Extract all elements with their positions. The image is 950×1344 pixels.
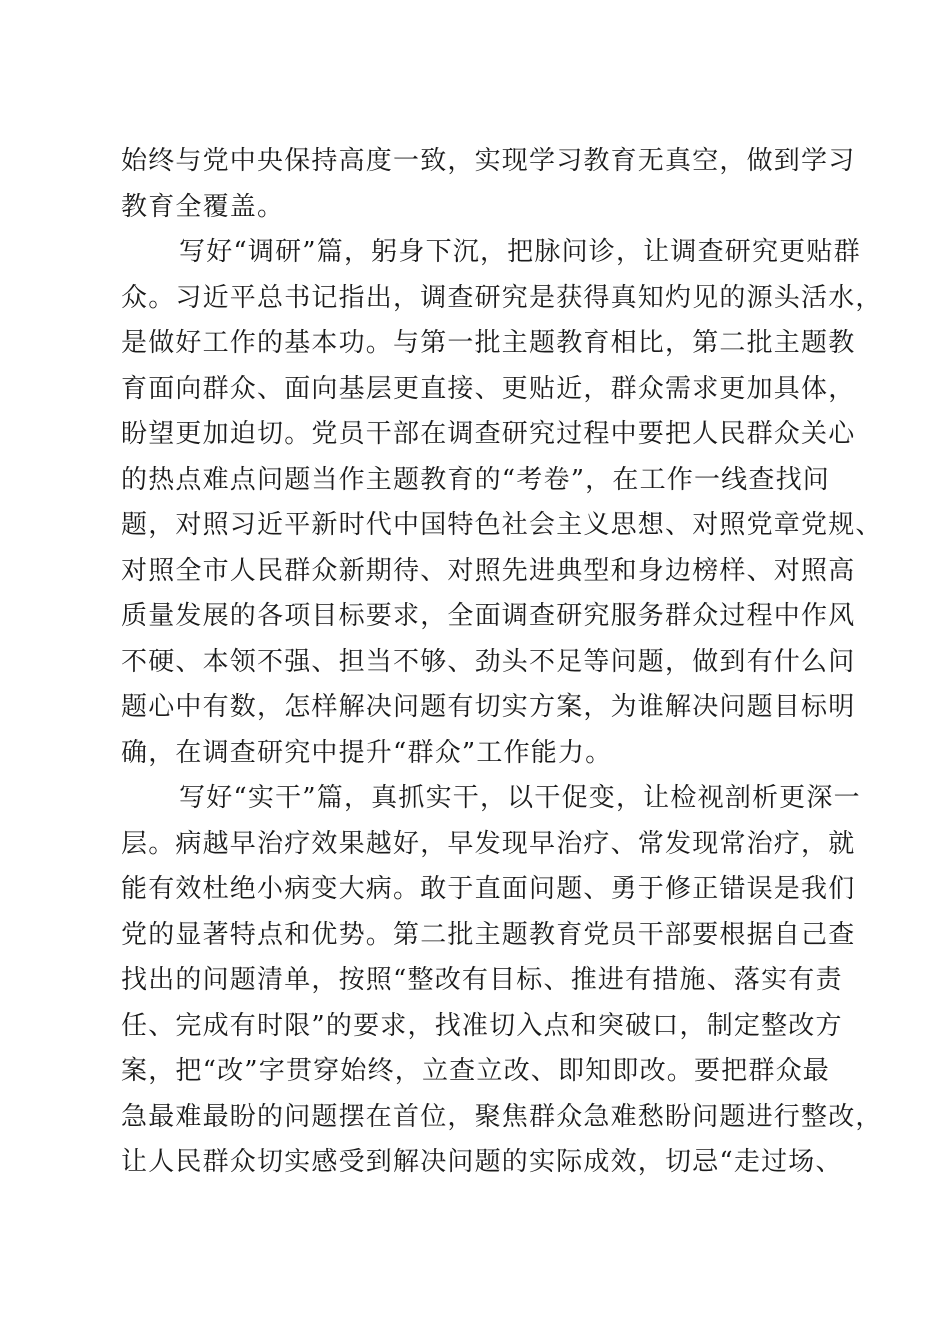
text-line: 案，把“改”字贯穿始终，立查立改、即知即改。要把群众最 xyxy=(121,1056,830,1086)
paragraph-research xyxy=(121,230,883,776)
text-line: 题心中有数，怎样解决问题有切实方案，为谁解决问题目标明 xyxy=(121,692,856,722)
text-line: 任、完成有时限”的要求，找准切入点和突破口，制定整改方 xyxy=(121,1010,843,1041)
text-line: 题，对照习近平新时代中国特色社会主义思想、对照党章党规、 xyxy=(121,510,883,540)
text-line: 急最难最盼的问题摆在首位，聚焦群众急难愁盼问题进行整改， xyxy=(121,1101,883,1132)
text-line: 不硬、本领不强、担当不够、劲头不足等问题，做到有什么问 xyxy=(121,646,856,677)
text-line: 写好“实干”篇，真抓实干，以干促变，让检视剖析更深一 xyxy=(179,783,861,813)
text-line: 写好“调研”篇，躬身下沉，把脉问诊，让调查研究更贴群 xyxy=(179,237,861,267)
text-line: 的热点难点问题当作主题教育的“考卷”，在工作一线查找问 xyxy=(121,464,830,495)
paragraph-practice xyxy=(121,776,883,1186)
text-line: 确，在调查研究中提升“群众”工作能力。 xyxy=(121,737,613,768)
text-line: 层。病越早治疗效果越好，早发现早治疗、常发现常治疗，就 xyxy=(121,828,856,859)
text-line: 始终与党中央保持高度一致，实现学习教育无真空，做到学习 xyxy=(121,146,856,176)
paragraph-continuation xyxy=(121,139,856,230)
text-line: 质量发展的各项目标要求，全面调查研究服务群众过程中作风 xyxy=(121,601,856,631)
text-line: 能有效杜绝小病变大病。敢于直面问题、勇于修正错误是我们 xyxy=(121,874,856,904)
text-line: 让人民群众切实感受到解决问题的实际成效，切忌“走过场、 xyxy=(121,1147,843,1177)
text-line: 对照全市人民群众新期待、对照先进典型和身边榜样、对照高 xyxy=(121,555,856,586)
text-line: 是做好工作的基本功。与第一批主题教育相比，第二批主题教 xyxy=(121,328,856,358)
text-line: 找出的问题清单，按照“整改有目标、推进有措施、落实有责 xyxy=(121,965,843,995)
body-text xyxy=(121,139,883,1186)
text-line: 党的显著特点和优势。第二批主题教育党员干部要根据自己查 xyxy=(121,919,856,950)
text-line: 众。习近平总书记指出，调查研究是获得真知灼见的源头活水， xyxy=(121,282,883,313)
text-line: 育面向群众、面向基层更直接、更贴近，群众需求更加具体， xyxy=(121,373,856,404)
text-line: 教育全覆盖。 xyxy=(121,191,285,222)
text-line: 盼望更加迫切。党员干部在调查研究过程中要把人民群众关心 xyxy=(121,419,856,449)
